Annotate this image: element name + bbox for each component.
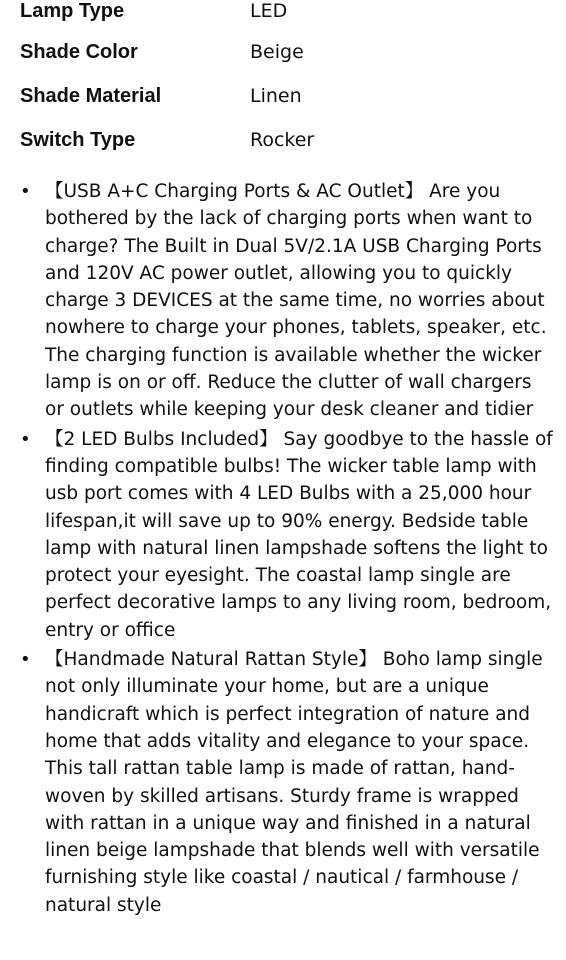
spec-value: Linen <box>250 85 302 107</box>
spec-row-shade-material <box>20 74 560 118</box>
feature-bullet-text: 【2 LED Bulbs Included】 Say goodbye to the hassle of finding compatible bulbs! The wicker table lamp with usb port comes with 4 LED Bulbs with a 25,000 hour lifespan,it will save up to 90% energy. Bedside table lamp with natural linen lampshade softens the light to protect your eyesight. The coastal lamp single are perfect decorative lamps to any living room, bedroom, entry or office <box>45 428 553 641</box>
feature-bullet <box>0 426 566 644</box>
bullet-dot-icon: • <box>20 428 31 450</box>
feature-bullet-text: 【Handmade Natural Rattan Style】 Boho lamp single not only illuminate your home, but are a unique handicraft which is perfect integration of nature and home that adds vitality and elegance to your space. This tall rattan table lamp is made of rattan, hand-woven by skilled artisans. Sturdy frame is wrapped with rattan in a unique way and finished in a natural linen beige lampshade that blends well with versatile furnishing style like coastal / nautical / farmhouse / natural style <box>45 649 543 916</box>
spec-label: Shade Color <box>20 40 138 63</box>
bullet-dot-icon: • <box>20 649 31 671</box>
product-specs-table <box>20 0 560 162</box>
spec-row-shade-color <box>20 30 560 74</box>
feature-bullet-text: 【USB A+C Charging Ports & AC Outlet】 Are you bothered by the lack of charging ports when want to charge? The Built in Dual 5V/2.1A USB Charging Ports and 120V AC power outlet, allowing you to quickly charge 3 DEVICES at the same time, no worries about nowhere to charge your phones, tablets, speaker, etc. The charging function is available whether the wicker lamp is on or off. Reduce the clutter of wall chargers or outlets while keeping your desk cleaner and tidier <box>45 181 547 421</box>
spec-row-lamp-type <box>20 0 560 30</box>
spec-row-switch-type <box>20 118 560 162</box>
spec-label: Lamp Type <box>20 0 125 22</box>
feature-bullet-list <box>0 178 566 921</box>
feature-bullet <box>0 178 566 424</box>
spec-value: Beige <box>250 41 304 63</box>
spec-label: Switch Type <box>20 128 136 151</box>
spec-label: Shade Material <box>20 84 162 107</box>
bullet-dot-icon: • <box>20 181 31 202</box>
spec-value: Rocker <box>250 129 315 151</box>
feature-bullet <box>0 646 566 919</box>
spec-value: LED <box>250 0 288 22</box>
